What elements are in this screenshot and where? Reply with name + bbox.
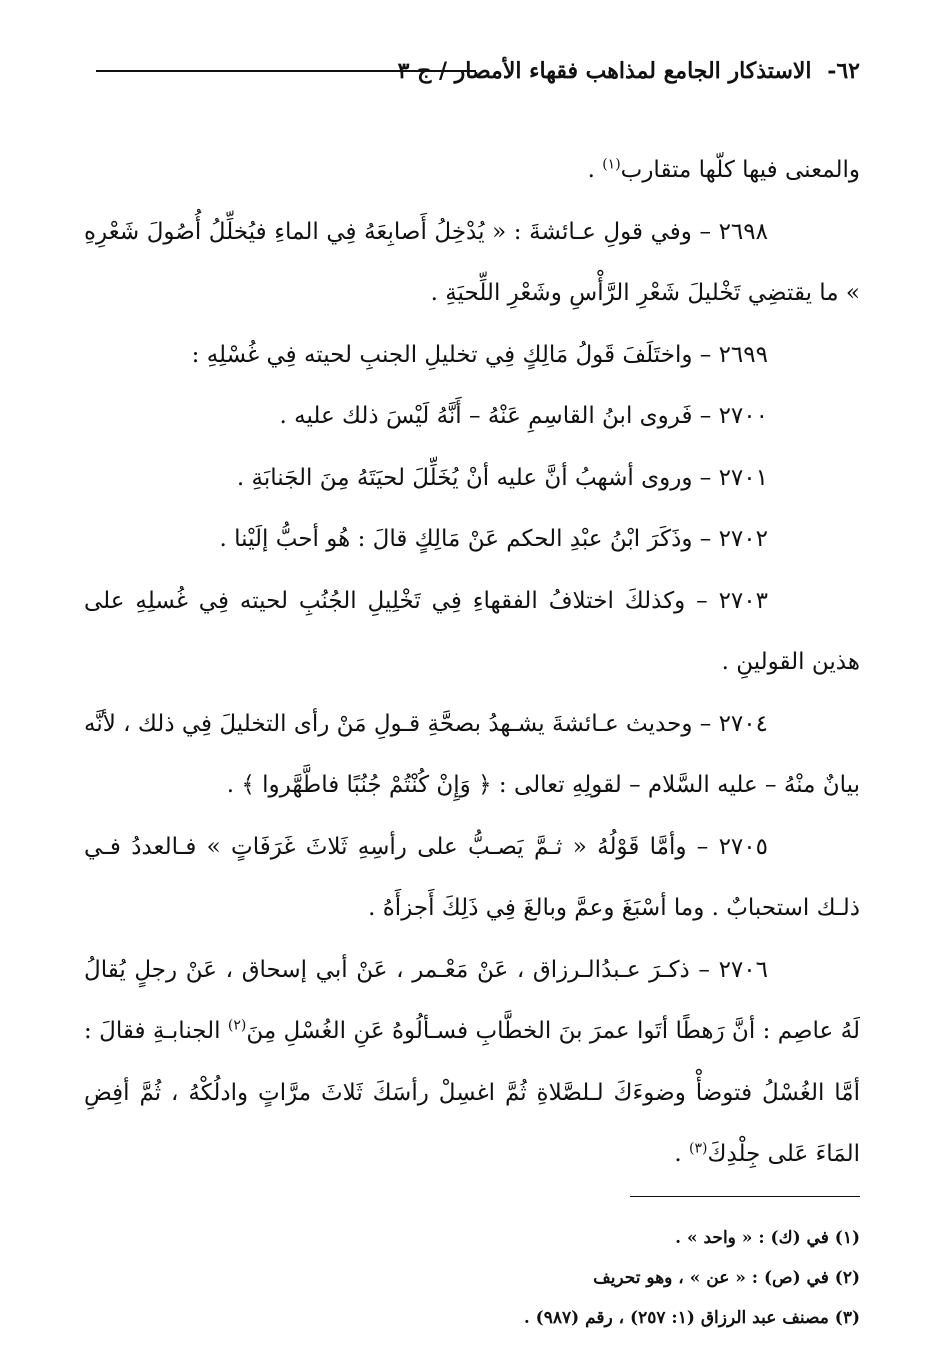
paragraph-number: ٢٧٠٦	[718, 956, 768, 983]
footnote-ref-3[interactable]: (٣)	[689, 1140, 708, 1157]
main-text	[84, 140, 860, 1186]
header-page-number: ٦٢-	[827, 58, 860, 84]
paragraph-2698	[84, 202, 860, 325]
paragraph-2702	[84, 509, 860, 571]
header-rule	[96, 70, 476, 72]
paragraph-text: – وحديث عـائشةَ يشـهدُ بصحَّةِ قـولِ مَنْ رأى التخليلَ فِي ذلك ، لأنَّه بيانٌ منْهُ – عليه السَّلام – لقولِهِ تعالى : ﴿ وَإِنْ كُنْتُمْ جُنُبًا فاطَّهَّروا ﴾ .	[84, 710, 860, 798]
paragraph-tail: .	[587, 157, 603, 183]
paragraph-text: – وذَكَرَ ابْنُ عبْدِ الحكم عَنْ مَالِكٍ قالَ : هُو أحبُّ إلَيْنا .	[219, 526, 719, 552]
footnote-marker: (٣)	[834, 1308, 860, 1328]
paragraph-number: ٢٧٠٤	[718, 710, 768, 737]
paragraph-number: ٢٧٠٠	[718, 403, 768, 429]
paragraph-2705	[84, 817, 860, 940]
paragraph-2704	[84, 694, 860, 817]
paragraph-text: – وكذلكَ اختلافُ الفقهاءِ فِي تَخْلِيلِ الجُنُبِ لحيته فِي غُسلِهِ على هذين القولينِ .	[84, 587, 860, 675]
footnote-ref-2[interactable]: (٢)	[227, 1017, 247, 1034]
paragraph-number: ٢٧٠٥	[718, 833, 768, 860]
paragraph-text: – فَروى ابنُ القاسِمِ عَنْهُ – أَنَّهُ لَيْسَ ذلك عليه .	[279, 403, 719, 429]
footnote-text: في (ص) : « عن » ، وهو تحريف	[593, 1268, 835, 1288]
header-title: الاستذكار الجامع لمذاهب فقهاء الأمصار / ج ٣	[397, 58, 812, 84]
paragraph-text: – ذكـرَ عـبدُالـرزاق ، عَنْ مَعْـمر ، عَنْ أبي إسحاق ، عَنْ رجلٍ يُقالُ لَهُ عاصِم : أنَّ رَهطًا أتَوا عمرَ بنَ الخطَّابِ فسـألُوهُ عَنِ الغُسْلِ مِنَ	[84, 956, 860, 1044]
footnotes	[84, 1218, 860, 1338]
paragraph-number: ٢٦٩٩	[718, 341, 768, 368]
running-header	[96, 58, 860, 98]
paragraph-text: – وروى أشهبُ أنَّ عليه أنْ يُخَلِّلَ لحيَتَهُ مِنَ الجَنابَةِ .	[236, 464, 719, 491]
paragraph-intro	[84, 140, 860, 202]
paragraph-number: ٢٧٠٣	[718, 587, 768, 614]
paragraph-number: ٢٦٩٨	[718, 218, 768, 245]
paragraph-2700	[84, 386, 860, 448]
paragraph-text: – وأمَّا قَوْلُهُ « ثـمَّ يَصـبُّ على رأسِهِ ثَلاثَ غَرَفَاتٍ » فـالعددُ فـي ذلـك استحبابٌ . وما أسْبَغَ وعمَّ وبالغَ فِي ذَلِكَ أَجزأَهُ .	[84, 833, 860, 921]
paragraph-2699	[84, 325, 860, 387]
footnote-marker: (٢)	[834, 1268, 860, 1288]
paragraph-2703	[84, 571, 860, 694]
footnote-1	[84, 1218, 860, 1258]
paragraph-text: – وفي قولِ عـائشةَ : « يُدْخِلُ أَصابِعَهُ فِي الماءِ فيُخلِّلُ أُصُولَ شَعْرِهِ » ما يقتضِي تَخْليلَ شَعْرِ الرَّأْسِ وشَعْرِ اللِّحيَةِ .	[84, 218, 860, 306]
paragraph-tail: الجنابـةِ فقالَ : أمَّا الغُسْلُ فتوضأْ وضوءَكَ لـلصَّلاةِ ثُمَّ اغسِلْ رأسَكَ ثَلاثَ مرَّاتٍ وادلُكْهُ ، ثُمَّ أفِضِ المَاءَ عَلى جِلْدِكَ	[84, 1018, 860, 1167]
paragraph-text: – واختَلَفَ قَولُ مَالِكٍ فِي تخليلِ الجنبِ لحيته فِي غُسْلِهِ :	[191, 341, 719, 368]
footnote-text: مصنف عبد الرزاق (١: ٢٥٧) ، رقم (٩٨٧) .	[523, 1308, 835, 1328]
footnote-rule	[630, 1196, 860, 1197]
paragraph-number: ٢٧٠٢	[718, 526, 768, 552]
paragraph-tail-2: .	[674, 1141, 690, 1167]
footnote-marker: (١)	[834, 1228, 860, 1248]
paragraph-number: ٢٧٠١	[718, 464, 768, 491]
paragraph-2706	[84, 940, 860, 1186]
footnote-3	[84, 1298, 860, 1338]
paragraph-text: والمعنى فيها كلّها متقارب	[620, 157, 860, 183]
paragraph-2701	[84, 448, 860, 510]
footnote-text: في (ك) : « واحد » .	[675, 1228, 835, 1248]
footnote-ref-1[interactable]: (١)	[602, 156, 621, 173]
footnote-2	[84, 1258, 860, 1298]
